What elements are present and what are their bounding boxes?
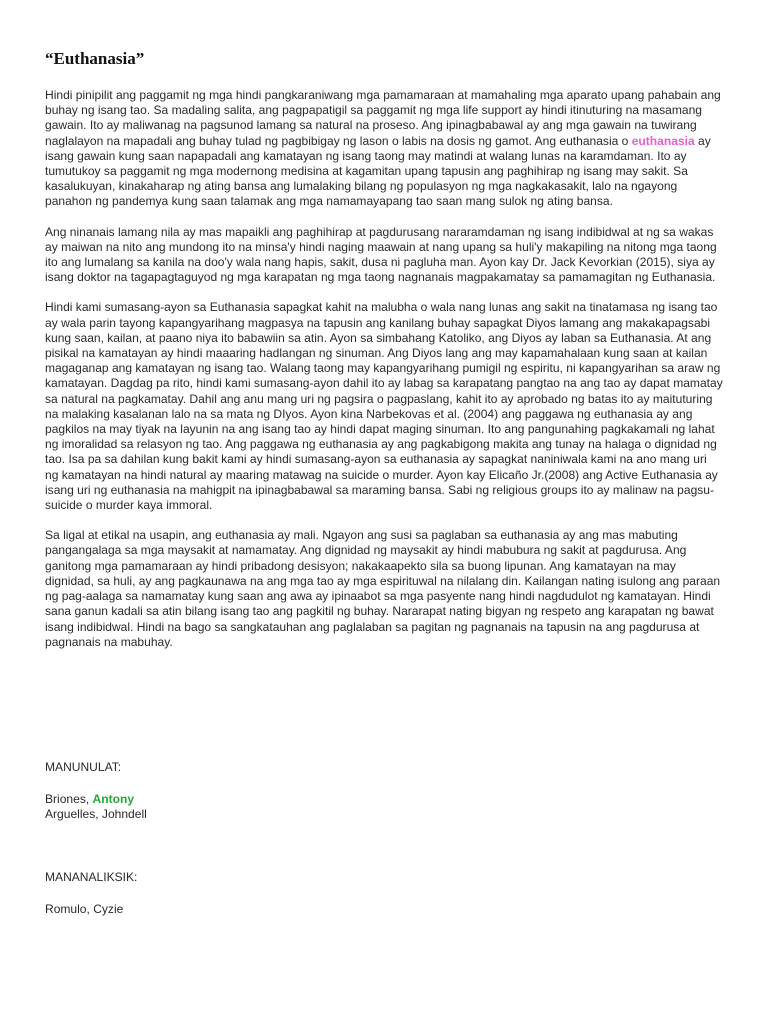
author-name-2: Arguelles, Johndell xyxy=(45,807,147,822)
author-name-1 xyxy=(45,792,723,807)
paragraph-4: Sa ligal at etikal na usapin, ang euthanasia ay mali. Ngayon ang susi sa paglaban sa euthanasia ay ang mas mabuting pangangalaga sa mga maysakit at namamatay. Ang dignidad ng maysakit ay hindi mabubura ng sakit at pagdurusa. Ang ganitong mga pamamaraan ay hindi pribadong desisyon; nakakaapekto sila sa buong lipunan. Ang kamatayan na may dignidad, sa huli, ay ang pagkaunawa na ang mga tao ay mga espirituwal na nilalang din. Kailangan nating isulong ang paraan ng pag-aalaga sa namamatay kung saan ang awa ay ipinaabot sa mga pasyente nang hindi nagdudulot ng kamatayan. Hindi sana ganun kadali sa atin bilang isang tao ang pagkitil ng buhay. Nararapat nating bigyan ng respeto ang karapatan ng bawat isang indibidwal. Hindi na bago sa sangkatauhan ang paglalaban sa pagitan ng pagnanais na tapusin na ang pagdurusa at pagnanais na mabuhay. xyxy=(45,528,721,649)
paragraph-1-text-before: Hindi pinipilit ang paggamit ng mga hindi pangkaraniwang mga pamamaraan at mamahaling mga aparato upang pahabain ang buhay ng isang tao. Sa madaling salita, ang pagpapatigil sa paggamit ng mga life support ay hindi itinuturing na masamang gawain. Ito ay maliwanag na pagsunod lamang sa natural na proseso. Ang ipinagbabawal ay ang mga gawain na tuwirang naglalayon na mapadali ang buhay tulad ng pagbibigay ng lason o labis na dosis ng gamot. Ang euthanasia o xyxy=(45,88,721,148)
paragraph-2: Ang ninanais lamang nila ay mas mapaikli ang paghihirap at pagdurusang nararamdaman ng isang indibidwal at ng sa wakas ay maiwan na nito ang mundong ito na minsa'y hindi naging maawain at nang upang sa huli'y makapiling na nitong mga taong ito ang lumalang sa kanila na doo'y wala nang hapis, sakit, dusa ni pagluha man. Ayon kay Dr. Jack Kevorkian (2015), siya ay isang doktor na tagapagtaguyod ng mga karapatan ng mga taong nagnanais magpakamatay sa pamamagitan ng Euthanasia. xyxy=(45,224,717,285)
document-title: “Euthanasia” xyxy=(45,49,145,68)
authors-label: MANUNULAT: xyxy=(45,760,122,774)
author-1-highlighted-name: Antony xyxy=(92,792,135,807)
authors-section xyxy=(45,760,723,823)
highlighted-term: euthanasia xyxy=(631,133,695,148)
paragraph-3: Hindi kami sumasang-ayon sa Euthanasia sapagkat kahit na malubha o wala nang lunas ang sakit na tinatamasa ng isang tao ay wala parin tayong kapangyarihang magpasya na tapusin ang kanilang buhay sapagkat Diyos lamang ang makakapagsabi kung saan, kailan, at paano niya ito babawiin sa atin. Ayon sa simbahang Katoliko, ang Diyos ay laban sa Euthanasia. At ang pisikal na kamatayan ay hindi maaaring hadlangan ng sinuman. Ang Diyos lang ang may kapamahalaan kung saan at kailan magaganap ang kamatayan ng isang tao. Walang taong may kapangyarihang pumigil ng espiritu, ni kapangyarihan sa araw ng kamatayan. Dagdag pa rito, hindi kami sumasang-ayon dahil ito ay labag sa karapatang pangtao na ang tao ay dapat mamatay sa natural na pagkamatay. Dahil ang anu mang uri ng pagsira o pagpaslang, kahit ito ay aprobado ng batas ito ay maituturing na malaking kasalanan lalo na sa mata ng DIyos. Ayon kina Narbekovas et al. (2004) ang paggawa ng euthanasia ay ang pagkilos na may tiyak na layunin na ang isang tao ay hindi dapat maging sinuman. Ito ang pangunahing pagkakamali ng lahat ng imoralidad sa relasyon ng tao. Ang paggawa ng euthanasia ay ang pagkabigong makita ang tunay na halaga o dignidad ng tao. Isa pa sa dahilan kung bakit kami ay hindi sumasang-ayon sa euthanasia ay sapagkat naniniwala kami na ano mang uri ng kamatayan na hindi natural ay maaring matawag na suicide o murder. Ayon kay Elicaño Jr.(2008) ang Active Euthanasia ay isang uri ng euthanasia na mahigpit na ipinagbabawal sa maraming bansa. Sabi ng religious groups ito ay malinaw na pagsu-suicide o murder kaya immoral. xyxy=(45,300,723,513)
researchers-label: MANANALIKSIK: xyxy=(45,870,138,884)
authors-list xyxy=(45,792,723,822)
researchers-section xyxy=(45,870,723,917)
author-1-surname: Briones, xyxy=(45,792,93,807)
paragraph-1 xyxy=(45,88,723,210)
document-body xyxy=(45,48,723,665)
paragraph-1-text-after: ay isang gawain kung saan napapadali ang kamatayan ng isang taong may matindi at walang lunas na karamdaman. Ito ay tumutukoy sa paggamit ng mga modernong medisina at kagamitan upang tapusin ang paghihirap ng isang may sakit. Sa kasalukuyan, kinakaharap ng ating bansa ang lumalaking bilang ng populasyon ng mga nagkakasakit, lalo na ngayong panahon ng pandemya kung saan talamak ang mga namamayapang tao saan mang sulok ng ating bansa. xyxy=(45,133,711,209)
researchers-list xyxy=(45,902,723,917)
researcher-name-1: Romulo, Cyzie xyxy=(45,902,124,917)
